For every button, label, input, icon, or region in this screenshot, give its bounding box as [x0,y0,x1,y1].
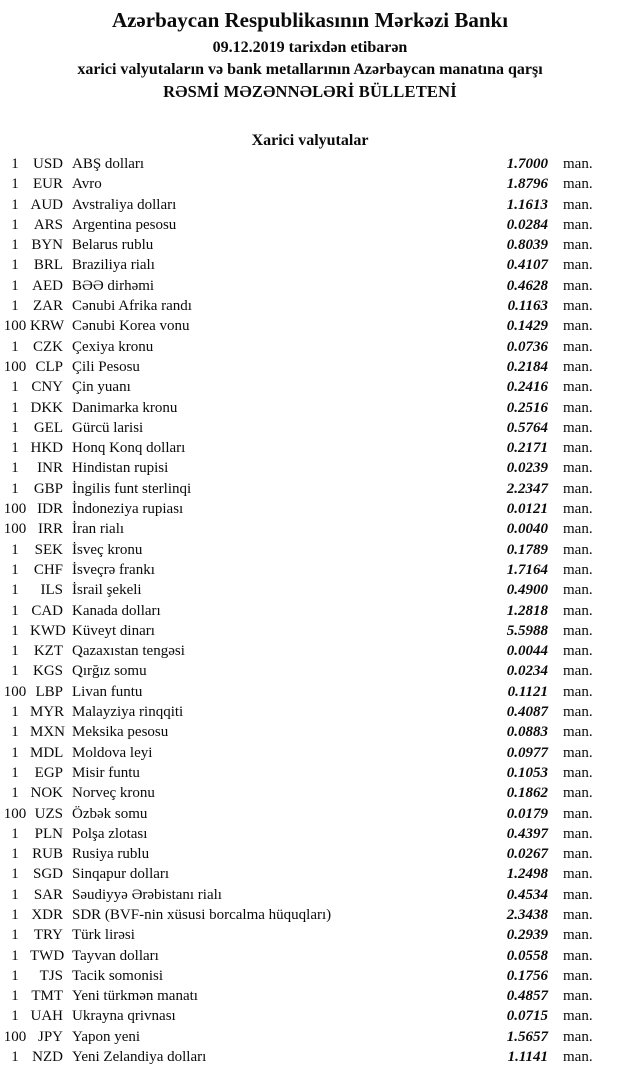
currency-unit-label: man. [563,237,593,254]
currency-code: BRL [33,257,63,274]
currency-quantity: 1 [11,866,19,883]
currency-name: İsrail şekeli [72,582,142,599]
currency-quantity: 1 [11,622,19,639]
currency-name: Qırğız somu [72,663,147,680]
currency-quantity: 1 [11,643,19,660]
currency-unit-label: man. [563,257,593,274]
currency-rate: 1.5657 [506,1028,548,1045]
currency-name: Yeni Zelandiya dolları [72,1049,207,1066]
currency-code: CNY [31,379,63,396]
currency-code: IRR [37,521,63,538]
currency-row [0,276,620,296]
currency-code: CLP [35,358,63,375]
currency-row [0,702,620,722]
currency-rate: 0.2516 [506,399,548,416]
currency-row [0,499,620,519]
currency-rate: 0.0040 [506,521,548,538]
currency-quantity: 1 [11,967,19,984]
currency-quantity: 1 [11,399,19,416]
currency-rates-table [0,154,620,1067]
currency-row [0,986,620,1006]
currency-row [0,479,620,499]
currency-code: CZK [33,338,63,355]
currency-unit-label: man. [563,785,593,802]
currency-code: CHF [33,561,63,578]
currency-name: Özbək somu [72,805,148,822]
currency-unit-label: man. [563,825,593,842]
currency-code: NZD [32,1049,63,1066]
currency-row [0,560,620,580]
currency-code: TMT [31,988,63,1005]
currency-code: BYN [31,237,63,254]
currency-row [0,154,620,174]
currency-rate: 1.7000 [506,156,548,172]
currency-rate: 1.8796 [506,176,548,193]
currency-row [0,540,620,560]
currency-row [0,418,620,438]
currency-name: İran rialı [72,521,125,538]
currency-name: Avro [72,176,102,193]
currency-unit-label: man. [563,501,593,518]
currency-name: BƏƏ dirhəmi [72,277,155,294]
currency-code: ILS [40,582,63,599]
currency-unit-label: man. [563,846,593,863]
currency-quantity: 1 [11,460,19,477]
currency-quantity: 1 [11,237,19,254]
currency-unit-label: man. [563,643,593,660]
currency-rate: 0.0558 [506,947,548,964]
currency-name: İsveçrə frankı [72,561,155,578]
currency-name: İsveç kronu [72,541,143,558]
currency-code: AUD [30,196,63,213]
currency-code: ARS [33,216,63,233]
currency-name: İndoneziya rupiası [72,501,184,518]
document-header [0,0,620,101]
currency-name: Türk lirəsi [72,927,135,944]
currency-quantity: 1 [11,277,19,294]
currency-row [0,519,620,539]
currency-rate: 0.0179 [506,805,548,822]
currency-quantity: 1 [11,338,19,355]
currency-code: KZT [33,643,63,660]
currency-name: Çili Pesosu [72,358,140,375]
currency-rate: 0.0977 [506,744,548,761]
currency-code: EGP [34,764,63,781]
currency-code: SEK [34,541,63,558]
currency-unit-label: man. [563,927,593,944]
currency-code: PLN [34,825,63,842]
currency-rate: 0.1862 [506,785,548,802]
currency-rate: 0.4628 [506,277,548,294]
currency-rate: 2.2347 [506,480,548,497]
currency-unit-label: man. [563,1028,593,1045]
currency-row [0,905,620,925]
currency-quantity: 1 [11,724,19,741]
currency-unit-label: man. [563,805,593,822]
currency-name: Misir funtu [72,764,140,781]
currency-name: Tacik somonisi [72,967,164,984]
currency-row [0,357,620,377]
currency-rate: 0.4107 [506,257,548,274]
currency-name: Braziliya rialı [72,257,155,274]
currency-quantity: 1 [11,1008,19,1025]
currency-quantity: 1 [11,480,19,497]
currency-name: Avstraliya dolları [72,196,177,213]
currency-row [0,458,620,478]
currency-quantity: 100 [3,805,27,822]
currency-name: Hindistan rupisi [72,460,169,477]
currency-row [0,864,620,884]
currency-unit-label: man. [563,724,593,741]
currency-name: ABŞ dolları [72,156,145,172]
currency-name: Belarus rublu [72,237,154,254]
currency-code: LBP [35,683,63,700]
currency-quantity: 1 [11,196,19,213]
currency-quantity: 1 [11,927,19,944]
currency-row [0,377,620,397]
currency-quantity: 1 [11,176,19,193]
currency-code: TWD [30,947,65,964]
currency-unit-label: man. [563,582,593,599]
currency-code: TJS [39,967,63,984]
currency-rate: 0.1053 [506,764,548,781]
currency-name: SDR (BVF-nin xüsusi borcalma hüquqları) [72,906,332,923]
currency-row [0,885,620,905]
currency-rate: 0.2416 [506,379,548,396]
currency-rate: 1.1613 [506,196,548,213]
currency-rate: 0.4397 [506,825,548,842]
currency-row [0,844,620,864]
currency-row [0,316,620,336]
currency-row [0,1047,620,1067]
currency-quantity: 100 [3,358,27,375]
currency-rate: 0.2184 [506,358,548,375]
currency-unit-label: man. [563,663,593,680]
currency-row [0,398,620,418]
currency-quantity: 1 [11,379,19,396]
currency-unit-label: man. [563,683,593,700]
currency-unit-label: man. [563,744,593,761]
currency-quantity: 1 [11,298,19,315]
currency-name: Çin yuanı [72,379,131,396]
currency-quantity: 1 [11,906,19,923]
currency-unit-label: man. [563,602,593,619]
section-title-foreign-currencies: Xarici valyutalar [251,132,369,149]
currency-rate: 0.1429 [506,318,548,335]
currency-unit-label: man. [563,358,593,375]
currency-row [0,296,620,316]
currency-name: Qazaxıstan tengəsi [72,643,185,660]
currency-quantity: 1 [11,1049,19,1066]
document-subtitle: xarici valyutaların və bank metallarının Azərbaycan manatına qarşı [77,61,543,78]
currency-name: Moldova leyi [72,744,153,761]
currency-rate: 0.2171 [506,440,548,457]
currency-code: NOK [30,785,63,802]
currency-unit-label: man. [563,379,593,396]
currency-row [0,682,620,702]
currency-row [0,783,620,803]
currency-rate: 0.2939 [506,927,548,944]
currency-name: Səudiyyə Ərəbistanı rialı [72,886,222,903]
currency-quantity: 1 [11,541,19,558]
currency-row [0,804,620,824]
currency-rate: 0.0736 [506,338,548,355]
currency-name: Ukrayna qrivnası [72,1008,176,1025]
currency-code: EUR [33,176,63,193]
currency-rate: 2.3438 [506,906,548,923]
currency-rate: 0.4857 [506,988,548,1005]
currency-code: SGD [32,866,63,883]
currency-code: USD [32,156,63,172]
currency-row [0,661,620,681]
currency-rate: 0.0284 [506,216,548,233]
currency-quantity: 1 [11,764,19,781]
currency-quantity: 1 [11,582,19,599]
currency-name: Tayvan dolları [72,947,159,964]
currency-name: İngilis funt sterlinqi [72,480,192,497]
currency-quantity: 100 [3,318,27,335]
currency-row [0,235,620,255]
currency-name: Livan funtu [72,683,143,700]
currency-unit-label: man. [563,419,593,436]
currency-row [0,601,620,621]
currency-name: Polşa zlotası [72,825,148,842]
currency-row [0,1006,620,1026]
currency-unit-label: man. [563,521,593,538]
currency-rate: 1.2498 [506,866,548,883]
currency-rate: 0.0883 [506,724,548,741]
currency-unit-label: man. [563,460,593,477]
currency-rate: 0.0715 [506,1008,548,1025]
currency-rate: 0.4534 [506,886,548,903]
currency-row [0,195,620,215]
currency-rate: 0.5764 [506,419,548,436]
currency-code: CAD [31,602,63,619]
currency-quantity: 1 [11,825,19,842]
currency-quantity: 100 [3,1028,27,1045]
currency-code: INR [37,460,63,477]
currency-code: GEL [33,419,63,436]
bulletin-title: RƏSMİ MƏZƏNNƏLƏRİ BÜLLETENİ [163,82,457,101]
currency-rate: 0.0121 [506,501,548,518]
currency-row [0,621,620,641]
currency-code: JPY [37,1028,63,1045]
currency-code: HKD [30,440,63,457]
currency-code: GBP [33,480,63,497]
currency-row [0,763,620,783]
currency-code: KWD [30,622,66,639]
currency-rate: 0.4087 [506,704,548,721]
currency-quantity: 1 [11,156,19,172]
currency-quantity: 1 [11,988,19,1005]
currency-rate: 0.0267 [506,846,548,863]
currency-quantity: 1 [11,602,19,619]
currency-quantity: 1 [11,947,19,964]
currency-row [0,743,620,763]
currency-rate: 1.7164 [506,561,548,578]
currency-name: Rusiya rublu [72,846,150,863]
currency-unit-label: man. [563,561,593,578]
currency-row [0,438,620,458]
currency-code: AED [32,277,63,294]
currency-row [0,1027,620,1047]
currency-unit-label: man. [563,622,593,639]
currency-quantity: 1 [11,257,19,274]
currency-quantity: 1 [11,846,19,863]
currency-unit-label: man. [563,704,593,721]
currency-rate: 0.1756 [506,967,548,984]
currency-name: Meksika pesosu [72,724,169,741]
currency-rate: 0.0234 [506,663,548,680]
currency-unit-label: man. [563,541,593,558]
currency-rate: 0.0044 [506,643,548,660]
currency-quantity: 1 [11,216,19,233]
currency-unit-label: man. [563,967,593,984]
currency-rate: 1.1141 [507,1049,548,1066]
currency-code: UAH [30,1008,63,1025]
currency-name: Argentina pesosu [72,216,177,233]
currency-name: Cənubi Korea vonu [72,318,190,335]
currency-unit-label: man. [563,298,593,315]
currency-quantity: 100 [3,683,27,700]
currency-unit-label: man. [563,947,593,964]
currency-row [0,641,620,661]
currency-unit-label: man. [563,216,593,233]
currency-name: Çexiya kronu [72,338,154,355]
currency-row [0,925,620,945]
currency-quantity: 1 [11,744,19,761]
effective-date-line: 09.12.2019 tarixdən etibarən [212,39,408,56]
currency-unit-label: man. [563,399,593,416]
currency-code: DKK [30,399,63,416]
currency-name: Küveyt dinarı [72,622,155,639]
currency-quantity: 100 [3,501,27,518]
currency-name: Gürcü larisi [72,419,144,436]
currency-row [0,337,620,357]
currency-name: Norveç kronu [72,785,155,802]
currency-unit-label: man. [563,886,593,903]
currency-quantity: 1 [11,886,19,903]
currency-unit-label: man. [563,764,593,781]
currency-row [0,255,620,275]
currency-rate: 0.1121 [507,683,548,700]
currency-name: Yapon yeni [72,1028,141,1045]
currency-code: KGS [32,663,63,680]
currency-row [0,722,620,742]
currency-code: IDR [37,501,63,518]
currency-row [0,580,620,600]
currency-name: Honq Konq dolları [72,440,186,457]
currency-unit-label: man. [563,440,593,457]
currency-row [0,824,620,844]
currency-row [0,966,620,986]
bank-title: Azərbaycan Respublikasının Mərkəzi Bankı [111,8,509,32]
currency-unit-label: man. [563,176,593,193]
currency-unit-label: man. [563,338,593,355]
currency-quantity: 1 [11,785,19,802]
currency-unit-label: man. [563,1008,593,1025]
currency-code: MDL [30,744,64,761]
currency-rate: 0.0239 [506,460,548,477]
currency-unit-label: man. [563,866,593,883]
currency-quantity: 1 [11,561,19,578]
currency-name: Sinqapur dolları [72,866,170,883]
currency-code: MYR [30,704,65,721]
currency-code: RUB [32,846,63,863]
currency-code: MXN [30,724,66,741]
currency-unit-label: man. [563,277,593,294]
currency-quantity: 1 [11,419,19,436]
currency-name: Yeni türkmən manatı [72,988,198,1005]
currency-code: KRW [30,318,65,335]
currency-rate: 0.1789 [506,541,548,558]
currency-quantity: 100 [3,521,27,538]
currency-name: Danimarka kronu [72,399,178,416]
currency-name: Kanada dolları [72,602,161,619]
currency-quantity: 1 [11,440,19,457]
currency-quantity: 1 [11,663,19,680]
currency-name: Cənubi Afrika randı [72,298,192,315]
currency-quantity: 1 [11,704,19,721]
currency-unit-label: man. [563,1049,593,1066]
currency-code: UZS [34,805,63,822]
currency-code: TRY [33,927,63,944]
currency-unit-label: man. [563,196,593,213]
currency-row [0,215,620,235]
currency-rate: 0.1163 [507,298,548,315]
currency-row [0,946,620,966]
currency-unit-label: man. [563,480,593,497]
currency-rate: 5.5988 [506,622,548,639]
currency-unit-label: man. [563,156,593,172]
currency-unit-label: man. [563,318,593,335]
currency-code: XDR [31,906,63,923]
currency-unit-label: man. [563,988,593,1005]
currency-name: Malayziya rinqqiti [72,704,184,721]
currency-row [0,174,620,194]
currency-rate: 0.4900 [506,582,548,599]
currency-unit-label: man. [563,906,593,923]
currency-rate: 1.2818 [506,602,548,619]
currency-rate: 0.8039 [506,237,548,254]
currency-code: SAR [33,886,63,903]
currency-code: ZAR [33,298,63,315]
